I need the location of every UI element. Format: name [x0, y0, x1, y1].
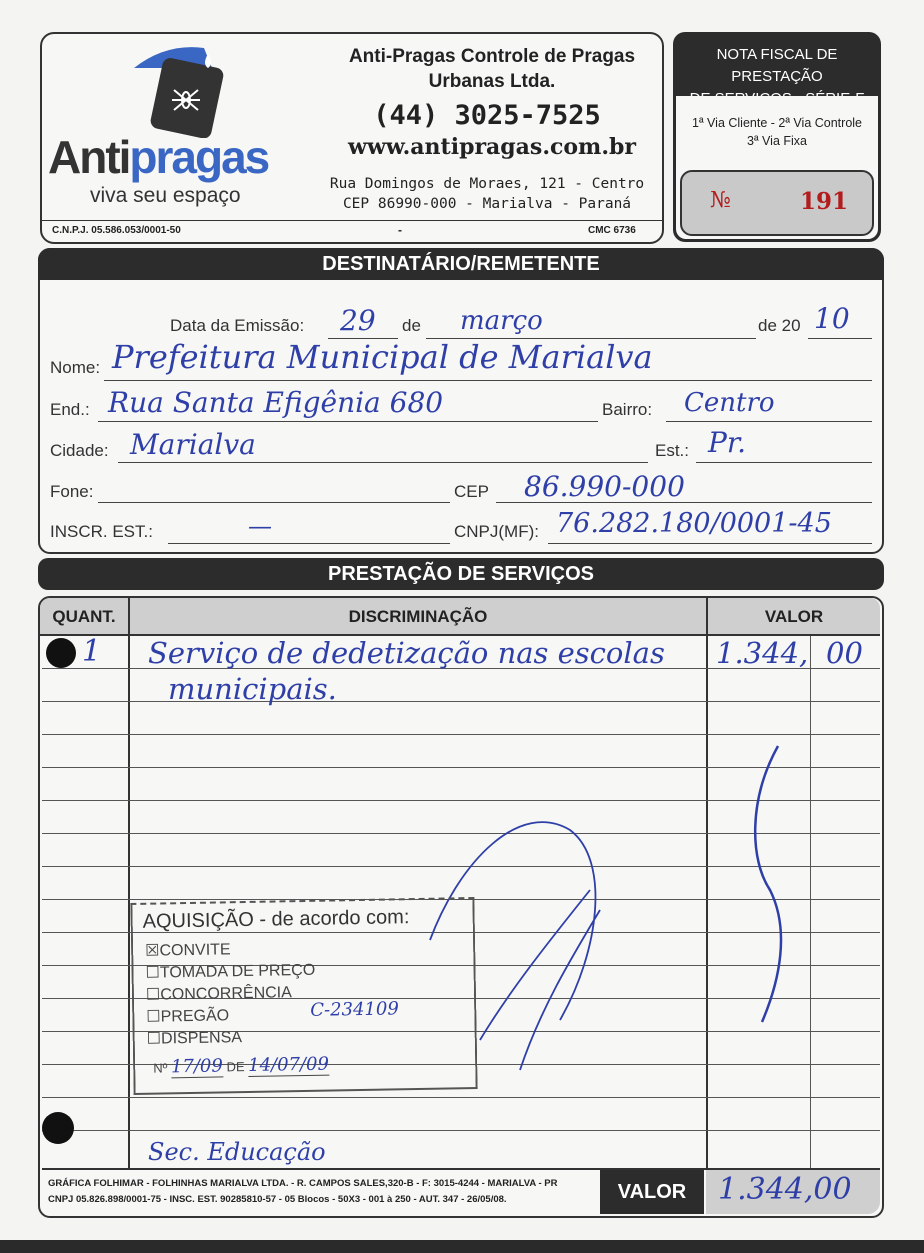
- services-header: PRESTAÇÃO DE SERVIÇOS: [38, 558, 884, 590]
- stamp-title: AQUISIÇÃO - de acordo com:: [142, 906, 410, 933]
- printer-line2: CNPJ 05.826.898/0001-75 - INSC. EST. 90285810-57 - 05 Blocos - 50X3 - 001 à 250 - AUT. 347 - 26/05/08.: [48, 1194, 507, 1205]
- checked-box-icon: ☒: [145, 942, 160, 960]
- date-year-line: [808, 338, 872, 339]
- stamp-option-tomada: [145, 960, 315, 983]
- stamp-option-convite: [145, 939, 231, 960]
- date-year[interactable]: 10: [814, 302, 850, 335]
- checkbox-icon: ☐: [145, 964, 161, 982]
- company-phone: (44) 3025-7525: [373, 100, 601, 131]
- company-cmc: CMC 6736: [588, 225, 636, 236]
- punch-hole-top: [46, 638, 76, 668]
- bairro-value[interactable]: Centro: [684, 388, 775, 418]
- cep-value[interactable]: 86.990-000: [524, 470, 685, 503]
- company-name: [332, 44, 652, 94]
- date-de2: de 20: [758, 316, 801, 335]
- state-label: Est.:: [655, 441, 690, 460]
- stamp-option-label: TOMADA DE PREÇO: [159, 961, 316, 982]
- logo-icon: [126, 38, 236, 138]
- stamp-option-dispensa: [147, 1027, 243, 1049]
- city-line: [118, 462, 648, 463]
- invoice-copies: [676, 114, 878, 150]
- address-label: End.:: [50, 400, 90, 419]
- name-line: [104, 380, 872, 381]
- printer-info: [48, 1176, 596, 1208]
- item-value-cents[interactable]: 00: [826, 636, 863, 670]
- punch-hole-bottom: [42, 1112, 74, 1144]
- state-value[interactable]: Pr.: [708, 426, 747, 459]
- insc-line: [168, 543, 450, 544]
- cnpj-line: [548, 543, 872, 544]
- name-label: Nome:: [50, 358, 101, 377]
- row-line: [42, 1097, 880, 1098]
- cnpj-label: CNPJ(MF):: [454, 522, 539, 541]
- item-desc-line2[interactable]: municipais.: [168, 672, 337, 706]
- stamp-option-label: DISPENSA: [160, 1029, 243, 1048]
- item-desc-line1[interactable]: Serviço de dedetização nas escolas: [148, 636, 665, 670]
- company-header-box: [40, 32, 664, 244]
- bairro-line: [666, 421, 872, 422]
- date-de1: de: [402, 316, 421, 335]
- tagline: viva seu espaço: [90, 184, 241, 207]
- total-label: VALOR: [600, 1170, 704, 1214]
- phone-label: Fone:: [50, 482, 94, 501]
- stamp-no-label: Nº: [153, 1060, 168, 1076]
- checkbox-icon: ☐: [146, 1008, 161, 1026]
- company-name-line2: Urbanas Ltda.: [428, 71, 556, 92]
- date-day[interactable]: 29: [340, 304, 376, 337]
- copies-line1: 1ª Via Cliente - 2ª Via Controle: [692, 116, 862, 130]
- item-value-int[interactable]: 1.344,: [716, 636, 809, 670]
- stamp-date-value[interactable]: 14/07/09: [247, 1053, 330, 1076]
- logo-wordmark: [48, 130, 268, 184]
- state-line: [696, 462, 872, 463]
- stamp-option-concorrencia: [146, 982, 292, 1005]
- total-value[interactable]: 1.344,00: [718, 1172, 852, 1207]
- address-value[interactable]: Rua Santa Efigênia 680: [108, 386, 444, 419]
- invoice-number: 191: [800, 188, 849, 215]
- city-label: Cidade:: [50, 441, 109, 460]
- company-name-line1: Anti-Pragas Controle de Pragas: [348, 46, 636, 67]
- cnpj-value[interactable]: 76.282.180/0001-45: [556, 508, 832, 539]
- insc-value[interactable]: —: [248, 512, 272, 540]
- invoice-copies-panel: [676, 96, 878, 239]
- number-symbol: №: [710, 188, 731, 213]
- row-line: [42, 1130, 880, 1131]
- city-value[interactable]: Marialva: [130, 428, 256, 461]
- invoice-title-line1: NOTA FISCAL DE PRESTAÇÃO: [716, 46, 838, 85]
- address-line2: CEP 86990-000 - Marialva - Paraná: [342, 196, 632, 212]
- col-value-header: VALOR: [764, 607, 824, 626]
- stamp-number-row: [153, 1054, 329, 1078]
- phone-line: [98, 502, 450, 503]
- date-month[interactable]: março: [460, 306, 543, 336]
- company-cnpj: C.N.P.J. 05.586.053/0001-50: [52, 225, 181, 236]
- col-quant-header: QUANT.: [52, 607, 116, 626]
- row-line: [42, 734, 880, 735]
- col-divider-1: [128, 598, 130, 1170]
- invoice-box: [673, 32, 881, 242]
- header-divider: [42, 220, 662, 221]
- bairro-label: Bairro:: [602, 400, 653, 419]
- stamp-option-label: CONCORRÊNCIA: [160, 984, 292, 1004]
- void-bracket: [740, 740, 800, 1030]
- item-qty[interactable]: 1: [82, 634, 102, 669]
- col-divider-3: [810, 636, 811, 1170]
- checkbox-icon: ☐: [145, 986, 161, 1004]
- signature-note[interactable]: Sec. Educação: [148, 1138, 326, 1166]
- printer-line1: GRÁFICA FOLHIMAR - FOLHINHAS MARIALVA LTDA. - R. CAMPOS SALES,320-B - F: 3015-4244 - MARIALVA - PR: [48, 1178, 558, 1189]
- invoice-number-box: [680, 170, 874, 236]
- recipient-header: DESTINATÁRIO/REMETENTE: [38, 248, 884, 280]
- acquisition-stamp: [130, 897, 477, 1095]
- insc-label: INSCR. EST.:: [50, 522, 153, 541]
- col-desc-header: DISCRIMINAÇÃO: [348, 607, 488, 626]
- stamp-option-pregao: [146, 1005, 229, 1026]
- logo-text-pragas: pragas: [129, 131, 269, 183]
- col-divider-2: [706, 598, 708, 1170]
- address-line1: Rua Domingos de Moraes, 121 - Centro: [329, 176, 645, 192]
- stamp-option-label: CONVITE: [159, 941, 231, 960]
- copies-line2: 3ª Via Fixa: [747, 134, 807, 148]
- date-label: Data da Emissão:: [170, 316, 305, 335]
- stamp-option-label: PREGÃO: [160, 1007, 230, 1026]
- logo-text-anti: Anti: [48, 131, 130, 183]
- stamp-no-value[interactable]: 17/09: [170, 1055, 224, 1078]
- company-website[interactable]: www.antipragas.com.br: [348, 134, 636, 160]
- address-line: [98, 421, 598, 422]
- name-value[interactable]: Prefeitura Municipal de Marialva: [112, 338, 653, 376]
- company-address: [327, 174, 647, 214]
- cep-label: CEP: [454, 482, 489, 501]
- stamp-de-label: DE: [226, 1059, 245, 1075]
- checkbox-icon: ☐: [146, 1030, 162, 1048]
- stamp-process-number[interactable]: C-234109: [310, 998, 400, 1021]
- header-separator: -: [398, 223, 402, 237]
